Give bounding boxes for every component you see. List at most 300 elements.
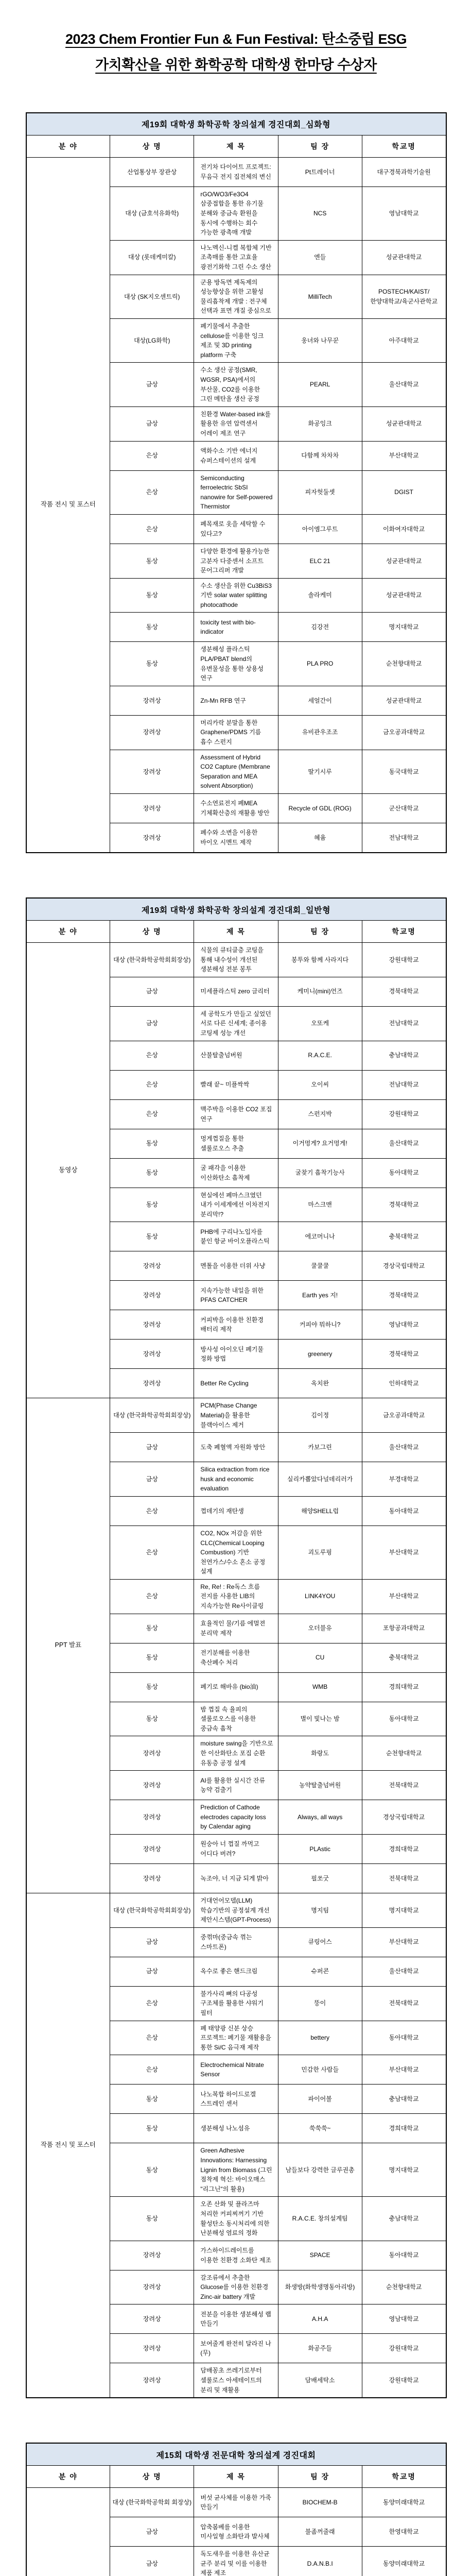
title-cell: 방사성 아이오딘 폐기물 정화 방법 — [194, 1340, 278, 1369]
team-cell: 웅녀와 나무꾼 — [278, 319, 362, 363]
team-cell: 해양SHELL럽 — [278, 1496, 362, 1526]
school-cell: 울산대학교 — [362, 363, 446, 406]
award-cell: 동상 — [110, 1188, 194, 1222]
team-cell: Earth yes 지! — [278, 1281, 362, 1310]
award-cell: 장려상 — [110, 1864, 194, 1893]
award-cell: 장려상 — [110, 1736, 194, 1771]
column-header-row — [26, 135, 446, 157]
award-cell: 동상 — [110, 1614, 194, 1643]
school-cell: 경상국립대학교 — [362, 1800, 446, 1835]
column-header-title: 제 목 — [194, 135, 278, 157]
title-cell: 거대언어모델(LLM) 학습기반의 공정설계 개선 제안시스템(GPT-Process) — [194, 1893, 278, 1928]
award-cell: 동상 — [110, 2143, 194, 2197]
title-cell: 폐수와 소변을 이용한 바이오 시멘트 제작 — [194, 823, 278, 853]
school-cell: 전남대학교 — [362, 1006, 446, 1041]
school-cell: 영남대학교 — [362, 187, 446, 240]
field-cell — [26, 2488, 110, 2576]
team-cell: 김이정 — [278, 1398, 362, 1433]
team-cell: D.A.N.B.I — [278, 2547, 362, 2576]
school-cell: 부산대학교 — [362, 2055, 446, 2084]
column-header-school: 학교명 — [362, 921, 446, 943]
team-cell: CU — [278, 1643, 362, 1672]
team-cell: 별이 빛나는 밤 — [278, 1702, 362, 1736]
team-cell: 딸기시루 — [278, 750, 362, 793]
field-cell: 동영상 — [26, 943, 110, 1398]
page-title-line2: 가치확산을 위한 화학공학 대학생 한마당 수상자 — [95, 57, 377, 73]
title-cell: 커피박을 이용한 친환경 배터리 제작 — [194, 1310, 278, 1340]
title-cell: 효율적인 물/기름 에멀젼 분리막 제작 — [194, 1614, 278, 1643]
school-cell: 경북대학교 — [362, 1188, 446, 1222]
school-cell: 성균관대학교 — [362, 578, 446, 613]
title-cell: 옥수로 좋은 핸드크림 — [194, 1957, 278, 1986]
table-title-row — [26, 113, 446, 135]
school-cell: 울산대학교 — [362, 1129, 446, 1158]
title-cell: 식물의 큐티클층 코팅을 통해 내수성이 개선된 생분해성 전분 봉투 — [194, 943, 278, 977]
school-cell: 순천향대학교 — [362, 1736, 446, 1771]
team-cell: 에코머니나 — [278, 1222, 362, 1251]
school-cell: 성균관대학교 — [362, 686, 446, 715]
school-cell: 경북대학교 — [362, 977, 446, 1006]
title-cell: 지속가능한 내일을 위한 PFAS CATCHER — [194, 1281, 278, 1310]
title-cell: Prediction of Cathode electrodes capacity loss by Calendar aging — [194, 1800, 278, 1835]
award-cell: 은상 — [110, 441, 194, 470]
school-cell: 전북대학교 — [362, 1864, 446, 1893]
award-cell: 금상 — [110, 2547, 194, 2576]
team-cell: 필쏘굿 — [278, 1864, 362, 1893]
field-cell: 작품 전시 및 포스터 — [26, 1893, 110, 2398]
award-table-general — [26, 897, 447, 2398]
title-cell: 생분해성 나노섬유 — [194, 2114, 278, 2143]
award-cell: 은상 — [110, 514, 194, 544]
team-cell: 화생방(화학생명동아리방) — [278, 2270, 362, 2304]
team-cell: Recycle of GDL (ROG) — [278, 794, 362, 823]
team-cell: 굴찾기 흡착기능사 — [278, 1158, 362, 1188]
column-header-title: 제 목 — [194, 921, 278, 943]
title-cell: 나노복합 하이드로겔 스트레인 센서 — [194, 2084, 278, 2114]
title-cell: moisture swing을 기반으로 한 이산화탄소 포집 순환 유동층 공정 설계 — [194, 1736, 278, 1771]
title-cell: 세 공학도가 만들고 싶었던 서로 다른 신세계; 종이용 코팅제 성능 개선 — [194, 1006, 278, 1041]
award-cell: 은상 — [110, 1579, 194, 1614]
award-cell: 은상 — [110, 1099, 194, 1129]
award-cell: 장려상 — [110, 750, 194, 793]
page-title-line1: 2023 Chem Frontier Fun & Fun Festival: 탄소중립 ESG — [65, 31, 407, 47]
school-cell: 동아대학교 — [362, 2021, 446, 2055]
column-header-field: 분 야 — [26, 135, 110, 157]
team-cell: 큐링어스 — [278, 1927, 362, 1957]
award-cell: 은상 — [110, 1041, 194, 1070]
school-cell: 충남대학교 — [362, 1041, 446, 1070]
column-header-row — [26, 2466, 446, 2488]
school-cell: 한영대학교 — [362, 2517, 446, 2547]
award-cell: 금상 — [110, 1433, 194, 1462]
awards-section-college — [26, 2443, 447, 2576]
team-cell: 쑥쑥쑥~ — [278, 2114, 362, 2143]
team-cell: 옥치완 — [278, 1369, 362, 1398]
award-cell: 동상 — [110, 1129, 194, 1158]
team-cell: 쿨쿨쿨 — [278, 1251, 362, 1281]
team-cell: 김강전 — [278, 613, 362, 642]
team-cell: 명지팀 — [278, 1893, 362, 1928]
team-cell: 화랑도 — [278, 1736, 362, 1771]
school-cell: 경북대학교 — [362, 1281, 446, 1310]
title-cell: 맥주박을 이용한 CO2 포집 연구 — [194, 1099, 278, 1129]
team-cell: 스펀지박 — [278, 1099, 362, 1129]
award-cell: 은상 — [110, 1526, 194, 1579]
column-header-title: 제 목 — [194, 2466, 278, 2488]
school-cell: 경북대학교 — [362, 1340, 446, 1369]
team-cell: 피자헛둘셋 — [278, 470, 362, 514]
school-cell: 동아대학교 — [362, 1702, 446, 1736]
school-cell: 금오공과대학교 — [362, 715, 446, 750]
school-cell: 전북대학교 — [362, 1986, 446, 2021]
team-cell: ELC 21 — [278, 544, 362, 578]
table-title-row — [26, 2443, 446, 2466]
page-title — [21, 27, 451, 78]
award-cell: 금상 — [110, 406, 194, 441]
school-cell: 부경대학교 — [362, 1462, 446, 1497]
team-cell: 유비관우조조 — [278, 715, 362, 750]
title-cell: 굴 패각을 이용한 이산화탄소 흡착제 — [194, 1158, 278, 1188]
school-cell: 충북대학교 — [362, 1643, 446, 1672]
school-cell: 명지대학교 — [362, 1893, 446, 1928]
title-cell: CO2, NOx 저감을 위한 CLC(Chemical Looping Combustion) 기반 천연가스/수소 혼소 공정 설계 — [194, 1526, 278, 1579]
award-cell: 은상 — [110, 2055, 194, 2084]
title-cell: 나노멕신-니켈 복합체 기반 조촉매를 통한 고효율 광전기화학 그린 수소 생산 — [194, 240, 278, 275]
school-cell: 경희대학교 — [362, 1672, 446, 1702]
team-cell: 커피야 뭐하니? — [278, 1310, 362, 1340]
title-cell: 빨래 끝~ 미플싹싹 — [194, 1070, 278, 1099]
school-cell: 군산대학교 — [362, 794, 446, 823]
team-cell: 오더블유 — [278, 1614, 362, 1643]
award-cell: 동상 — [110, 2084, 194, 2114]
team-cell: 남들보다 강력한 글루권총 — [278, 2143, 362, 2197]
table-row — [26, 1893, 446, 1928]
team-cell: 이거멍게? 요거멍게! — [278, 1129, 362, 1158]
column-header-award: 상 명 — [110, 135, 194, 157]
table-row — [26, 2488, 446, 2517]
title-cell: Green Adhesive Innovations: Harnessing Lignin from Biomass (그린 점착제 혁신: 바이오매스 "리그닌"의 활용) — [194, 2143, 278, 2197]
team-cell: 솔라케미 — [278, 578, 362, 613]
team-cell: R.A.C.E. 창의설계팀 — [278, 2197, 362, 2241]
title-cell: 현실에선 폐마스크였던 내가 이세계에선 이차전지 분리막!? — [194, 1188, 278, 1222]
school-cell: 강원대학교 — [362, 2363, 446, 2398]
title-cell: 독도새우를 이용한 유산균 균주 분리 및 이를 이용한 제품 제조 — [194, 2547, 278, 2576]
title-cell: PCM(Phase Change Material)을 활용한 블랙아이스 제거 — [194, 1398, 278, 1433]
school-cell: 영남대학교 — [362, 2304, 446, 2334]
school-cell: 성균관대학교 — [362, 406, 446, 441]
team-cell: 화공잉크 — [278, 406, 362, 441]
school-cell: 순천향대학교 — [362, 642, 446, 686]
school-cell: 포항공과대학교 — [362, 1614, 446, 1643]
school-cell: 부산대학교 — [362, 1927, 446, 1957]
school-cell: 성균관대학교 — [362, 544, 446, 578]
column-header-team: 팀 장 — [278, 921, 362, 943]
award-cell: 장려상 — [110, 2270, 194, 2304]
column-header-team: 팀 장 — [278, 2466, 362, 2488]
title-cell: Electrochemical Nitrate Sensor — [194, 2055, 278, 2084]
title-cell: 미세플라스틱 zero 글리터 — [194, 977, 278, 1006]
table-title-row — [26, 898, 446, 921]
team-cell: 슈퍼콘 — [278, 1957, 362, 1986]
title-cell: Silica extraction from rice husk and economic evaluation — [194, 1462, 278, 1497]
award-cell: 동상 — [110, 642, 194, 686]
title-cell: 친환경 Water-based ink를 활용한 유연 압력센서 어레이 제조 연구 — [194, 406, 278, 441]
awards-section-advanced — [26, 112, 447, 853]
title-cell: 전기분해를 이용한 축산폐수 처리 — [194, 1643, 278, 1672]
title-cell: 압축봄베를 이용한 미사일형 소화탄과 발사체 — [194, 2517, 278, 2547]
award-cell: 장려상 — [110, 1340, 194, 1369]
column-header-award: 상 명 — [110, 921, 194, 943]
award-cell: 산업통상부 장관상 — [110, 157, 194, 187]
school-cell: 부산대학교 — [362, 1526, 446, 1579]
school-cell: 전북대학교 — [362, 1771, 446, 1800]
school-cell: 명지대학교 — [362, 613, 446, 642]
award-cell: 장려상 — [110, 715, 194, 750]
title-cell: 가스하이드레이트를 이용한 친환경 소화탄 제조 — [194, 2241, 278, 2270]
team-cell: A.H.A — [278, 2304, 362, 2334]
award-cell: 금상 — [110, 977, 194, 1006]
team-cell: SPACE — [278, 2241, 362, 2270]
title-cell: 밤 껍질 속 율피의 셀룰로오스를 이용한 중금속 흡착 — [194, 1702, 278, 1736]
team-cell: 봉투와 함께 사라지다 — [278, 943, 362, 977]
award-cell: 장려상 — [110, 823, 194, 853]
team-cell: 파이어볼 — [278, 2084, 362, 2114]
award-cell: 장려상 — [110, 686, 194, 715]
field-cell: 작품 전시 및 포스터 — [26, 157, 110, 853]
school-cell: 아주대학교 — [362, 319, 446, 363]
award-cell: 장려상 — [110, 1835, 194, 1864]
team-cell: Pt트레이너 — [278, 157, 362, 187]
school-cell: 충북대학교 — [362, 1222, 446, 1251]
award-cell: 대상 (한국화학공학회회장상) — [110, 1398, 194, 1433]
team-cell: 불좀꺼줄래 — [278, 2517, 362, 2547]
table-row — [26, 943, 446, 977]
award-cell: 동상 — [110, 1672, 194, 1702]
column-header-field: 분 야 — [26, 921, 110, 943]
team-cell: NCS — [278, 187, 362, 240]
team-cell: 다함께 차차차 — [278, 441, 362, 470]
title-cell: 멘톨을 이용한 더위 사냥 — [194, 1251, 278, 1281]
title-cell: 액화수소 기반 에너지 슈퍼스테이션의 설계 — [194, 441, 278, 470]
award-cell: 금상 — [110, 2517, 194, 2547]
title-cell: 멍게껍질을 통한 셀룰로오스 추출 — [194, 1129, 278, 1158]
team-cell: 세얼간이 — [278, 686, 362, 715]
award-table-college — [26, 2443, 447, 2576]
title-cell: 머리카락 분말을 통한 Graphene/PDMS 기름 흡수 스펀지 — [194, 715, 278, 750]
award-cell: 동상 — [110, 578, 194, 613]
award-cell: 장려상 — [110, 2363, 194, 2398]
table-body — [26, 943, 446, 2398]
award-cell: 금상 — [110, 1006, 194, 1041]
title-cell: 폐기로 해바유 (bio油) — [194, 1672, 278, 1702]
team-cell: 아이엠그루트 — [278, 514, 362, 544]
award-cell: 장려상 — [110, 1771, 194, 1800]
title-cell: 담배꽁초 쓰레기로부터 셀룰로스 아세테이트의 분리 및 재활용 — [194, 2363, 278, 2398]
award-cell: 은상 — [110, 1496, 194, 1526]
award-cell: 동상 — [110, 1158, 194, 1188]
column-header-team: 팀 장 — [278, 135, 362, 157]
school-cell: 경상국립대학교 — [362, 1251, 446, 1281]
team-cell: 혜윰 — [278, 823, 362, 853]
school-cell: 충남대학교 — [362, 2197, 446, 2241]
school-cell: 울산대학교 — [362, 1433, 446, 1462]
award-cell: 대상 (롯데케미칼) — [110, 240, 194, 275]
team-cell: greenery — [278, 1340, 362, 1369]
title-cell: Better Re Cycling — [194, 1369, 278, 1398]
title-cell: 불가사리 뼈의 다공성 구조체를 활용한 샤워기 필터 — [194, 1986, 278, 2021]
team-cell: MilliTech — [278, 275, 362, 318]
awards-section-general — [26, 897, 447, 2398]
title-cell: 전분을 이용한 생분해성 랩 만들기 — [194, 2304, 278, 2334]
team-cell: 케미니(mini)언즈 — [278, 977, 362, 1006]
title-cell: 산불탈출넘버원 — [194, 1041, 278, 1070]
award-cell: 동상 — [110, 613, 194, 642]
team-cell: 오또케 — [278, 1006, 362, 1041]
award-cell: 장려상 — [110, 794, 194, 823]
title-cell: 녹조야, 너 지금 되게 밝아 — [194, 1864, 278, 1893]
award-cell: 장려상 — [110, 2241, 194, 2270]
team-cell: 엔들 — [278, 240, 362, 275]
team-cell: bettery — [278, 2021, 362, 2055]
award-cell: 대상 (한국화학공학회 회장상) — [110, 2488, 194, 2517]
title-cell: 군용 방독면 제독제의 성능향상을 위한 고활성 물리흡착제 개발 : 전구체 선택과 표면 개질 중심으로 — [194, 275, 278, 318]
title-cell: 폐기물에서 추출한 cellulose를 이용한 잉크 제조 및 3D printing platform 구축 — [194, 319, 278, 363]
team-cell: 민감한 사람들 — [278, 2055, 362, 2084]
school-cell: 금오공과대학교 — [362, 1398, 446, 1433]
award-cell: 장려상 — [110, 2304, 194, 2334]
award-cell: 대상(LG화학) — [110, 319, 194, 363]
team-cell: Always, all ways — [278, 1800, 362, 1835]
award-cell: 금상 — [110, 1957, 194, 1986]
school-cell: 이화여자대학교 — [362, 514, 446, 544]
team-cell: 마스크맨 — [278, 1188, 362, 1222]
team-cell: PLAstic — [278, 1835, 362, 1864]
award-cell: 은상 — [110, 1070, 194, 1099]
title-cell: 도축 폐혈액 자원화 방안 — [194, 1433, 278, 1462]
team-cell: 화공주들 — [278, 2334, 362, 2363]
team-cell: 괴도루핑 — [278, 1526, 362, 1579]
award-cell: 장려상 — [110, 1281, 194, 1310]
award-cell: 동상 — [110, 2114, 194, 2143]
title-cell: Re, Re! : Re독스 흐름 전지를 사용한 LIB의 지속가능한 Re사이클링 — [194, 1579, 278, 1614]
school-cell: 부산대학교 — [362, 441, 446, 470]
school-cell: 부산대학교 — [362, 1579, 446, 1614]
title-cell: 중꺾마(중금속 꺾는 스마트폰) — [194, 1927, 278, 1957]
school-cell: 강원대학교 — [362, 943, 446, 977]
school-cell: 전남대학교 — [362, 823, 446, 853]
school-cell: 경희대학교 — [362, 1835, 446, 1864]
award-cell: 동상 — [110, 2197, 194, 2241]
title-cell: Zn-Mn RFB 연구 — [194, 686, 278, 715]
school-cell: 전남대학교 — [362, 1070, 446, 1099]
school-cell: 인하대학교 — [362, 1369, 446, 1398]
school-cell: DGIST — [362, 470, 446, 514]
team-cell: PLA PRO — [278, 642, 362, 686]
school-cell: 영남대학교 — [362, 1310, 446, 1340]
award-cell: 장려상 — [110, 2334, 194, 2363]
table-title: 제19회 대학생 화학공학 창의설계 경진대회_일반형 — [26, 898, 446, 921]
field-cell: PPT 발표 — [26, 1398, 110, 1893]
team-cell: PEARL — [278, 363, 362, 406]
title-cell: 오존 산화 및 플라즈마 처리한 커피찌꺼기 기반 활성탄소 동시처리에 의한 난분해성 염료의 정화 — [194, 2197, 278, 2241]
table-body — [26, 157, 446, 853]
award-cell: 금상 — [110, 363, 194, 406]
title-cell: rGO/WO3/Fe3O4 삼중접합을 통한 유기물 분해와 중금속 환원을 동시에 수행하는 회수 가능한 광촉매 개발 — [194, 187, 278, 240]
award-cell: 금상 — [110, 1927, 194, 1957]
team-cell: 뚱이 — [278, 1986, 362, 2021]
school-cell: 성균관대학교 — [362, 240, 446, 275]
award-cell: 장려상 — [110, 1369, 194, 1398]
school-cell: 충남대학교 — [362, 2084, 446, 2114]
title-cell: 보여줄게 완전히 달라진 나(무) — [194, 2334, 278, 2363]
school-cell: 대구경북과학기술원 — [362, 157, 446, 187]
school-cell: 울산대학교 — [362, 1957, 446, 1986]
award-table-advanced — [26, 112, 447, 853]
team-cell: 오이씨 — [278, 1070, 362, 1099]
title-cell: 수소 생산을 위한 Cu3BiS3 기반 solar water splitting photocathode — [194, 578, 278, 613]
title-cell: 원숭아 너 껍질 까먹고 어디다 버려? — [194, 1835, 278, 1864]
team-cell: 실리카뽑았다널데리러가 — [278, 1462, 362, 1497]
school-cell: 강원대학교 — [362, 2334, 446, 2363]
title-cell: 폐목재로 옷을 세탁할 수 있다고? — [194, 514, 278, 544]
school-cell: 동아대학교 — [362, 1158, 446, 1188]
award-cell: 대상 (SK지오센트릭) — [110, 275, 194, 318]
school-cell: 강원대학교 — [362, 1099, 446, 1129]
school-cell: 명지대학교 — [362, 2143, 446, 2197]
column-header-award: 상 명 — [110, 2466, 194, 2488]
award-cell: 장려상 — [110, 1310, 194, 1340]
school-cell: 동국대학교 — [362, 750, 446, 793]
title-cell: 수소연료전지 폐MEA 기체확산층의 재활용 방안 — [194, 794, 278, 823]
school-cell: 동양미래대학교 — [362, 2488, 446, 2517]
school-cell: 순천향대학교 — [362, 2270, 446, 2304]
title-cell: 전기차 다이어트 프로젝트: 무음극 전지 집전체의 변신 — [194, 157, 278, 187]
award-cell: 은상 — [110, 1986, 194, 2021]
school-cell: 경희대학교 — [362, 2114, 446, 2143]
table-title: 제19회 대학생 화학공학 창의설계 경진대회_심화형 — [26, 113, 446, 135]
award-cell: 은상 — [110, 470, 194, 514]
award-cell: 장려상 — [110, 1251, 194, 1281]
column-header-school: 학교명 — [362, 135, 446, 157]
table-body — [26, 2488, 446, 2576]
title-cell: PHB에 구리나노입자를 붙인 항균 바이오플라스틱 — [194, 1222, 278, 1251]
title-cell: Semiconducting ferroelectric SbSI nanowire for Self-powered Thermistor — [194, 470, 278, 514]
title-cell: toxicity test with bio-indicator — [194, 613, 278, 642]
award-cell: 동상 — [110, 1222, 194, 1251]
title-cell: Assessment of Hybrid CO2 Capture (Membrane Separation and MEA solvent Absorption) — [194, 750, 278, 793]
school-cell: POSTECH/KAIST/한양대학교/육군사관학교 — [362, 275, 446, 318]
school-cell: 동양미래대학교 — [362, 2547, 446, 2576]
table-row — [26, 157, 446, 187]
award-cell: 장려상 — [110, 1800, 194, 1835]
column-header-field: 분 야 — [26, 2466, 110, 2488]
award-cell: 대상 (한국화학공학회회장상) — [110, 1893, 194, 1928]
title-cell: 폐 태양광 신분 상승 프로젝트: 폐기물 재활용을 통한 Si/C 음극재 제작 — [194, 2021, 278, 2055]
school-cell: 동아대학교 — [362, 2241, 446, 2270]
award-cell: 대상 (금호석유화학) — [110, 187, 194, 240]
award-cell: 대상 (한국화학공학회회장상) — [110, 943, 194, 977]
team-cell: R.A.C.E. — [278, 1041, 362, 1070]
team-cell: 담배세탁소 — [278, 2363, 362, 2398]
table-title: 제15회 대학생 전문대학 창의설계 경진대회 — [26, 2443, 446, 2466]
award-cell: 동상 — [110, 544, 194, 578]
title-cell: 생분해성 플라스틱 PLA/PBAT blend의 유변물성을 통한 상용성 연구 — [194, 642, 278, 686]
team-cell: 카보그린 — [278, 1433, 362, 1462]
team-cell: WMB — [278, 1672, 362, 1702]
title-cell: 수소 생산 공정(SMR, WGSR, PSA)에서의 부산물, CO2를 이용한 그린 메탄올 생산 공정 — [194, 363, 278, 406]
title-cell: 껍데기의 재탄생 — [194, 1496, 278, 1526]
award-cell: 동상 — [110, 1702, 194, 1736]
